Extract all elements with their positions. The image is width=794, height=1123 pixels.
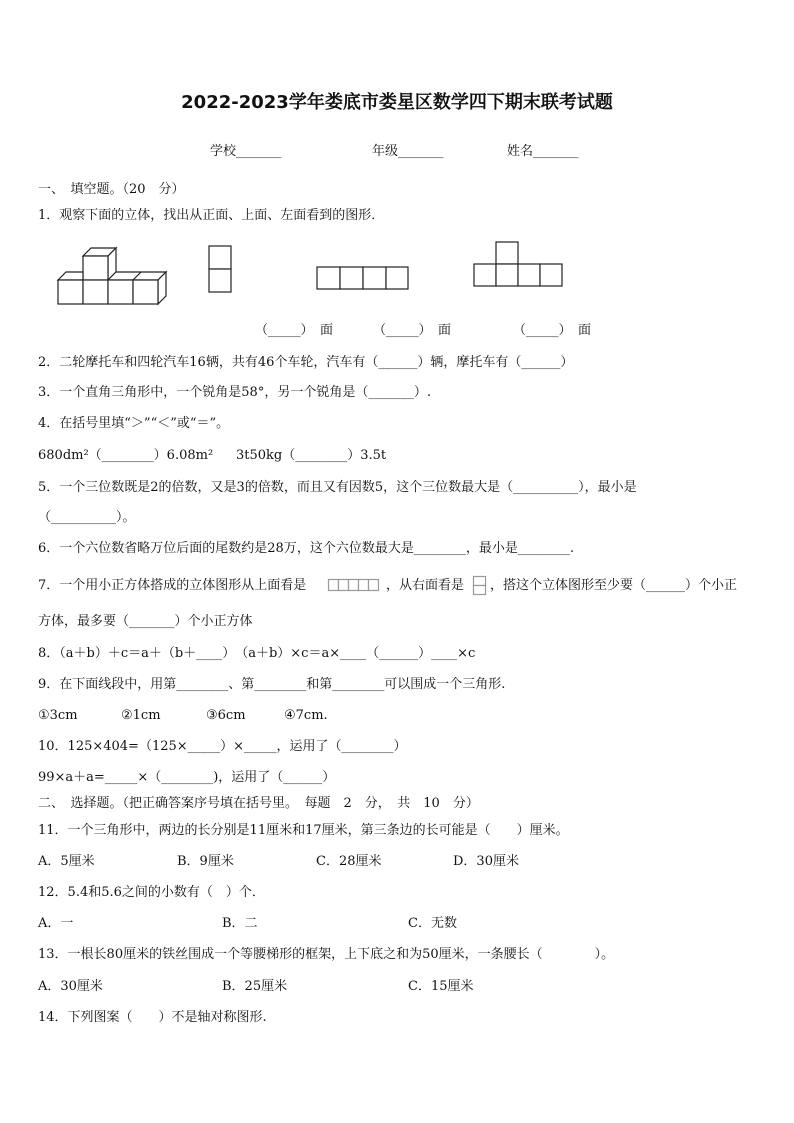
- view-figure-row: [317, 267, 408, 289]
- question-4-item-2: 3t50kg（________）3.5t: [236, 448, 387, 463]
- view-figure-t-shape: [474, 242, 562, 286]
- school-field: 学校_______: [210, 144, 282, 159]
- view-answer-3: （_____） 面: [513, 323, 592, 338]
- question-4: 4．在括号里填“＞”“＜”或“＝”。: [38, 416, 230, 431]
- question-11-option-a: A．5厘米: [38, 854, 95, 869]
- right-view-figure: [473, 576, 487, 596]
- grade-field: 年级_______: [372, 144, 444, 159]
- question-9: 9．在下面线段中，用第________、第________和第________可以围成一个三角形.: [38, 677, 506, 692]
- question-9-option-4: ④7cm.: [284, 708, 328, 723]
- question-11-option-d: D．30厘米: [453, 854, 519, 869]
- question-1: 1．观察下面的立体，找出从正面、上面、左面看到的图形．: [38, 208, 385, 223]
- question-13-option-b: B．25厘米: [222, 979, 288, 994]
- question-13-option-a: A．30厘米: [38, 979, 103, 994]
- question-6: 6．一个六位数省略万位后面的尾数约是28万，这个六位数最大是________，最小是________.: [38, 541, 574, 556]
- question-9-option-1: ①3cm: [38, 708, 78, 723]
- question-5: 5．一个三位数既是2的倍数，又是3的倍数，而且又有因数5，这个三位数最大是（__________），最小是: [38, 480, 637, 495]
- question-11: 11．一个三角形中，两边的长分别是11厘米和17厘米，第三条边的长可能是（ ）厘米。: [38, 823, 569, 838]
- question-8: 8．（a＋b）＋c＝a＋（b＋____） （a＋b）×c＝a×____（______）____×c: [38, 646, 476, 661]
- question-12: 12．5.4和5.6之间的小数有（ ）个．: [38, 885, 265, 900]
- question-10-continued: 99×a＋a=_____×（________)，运用了（______）: [38, 770, 336, 785]
- top-view-figure: [328, 579, 382, 592]
- question-9-option-3: ③6cm: [206, 708, 246, 723]
- page-title: 2022-2023学年娄底市娄星区数学四下期末联考试题: [181, 92, 613, 113]
- question-14: 14．下列图案（ ）不是轴对称图形.: [38, 1010, 267, 1025]
- question-3: 3．一个直角三角形中，一个锐角是58°，另一个锐角是（_______）.: [38, 385, 431, 400]
- question-5-continued: （__________）。: [38, 510, 136, 525]
- question-7-part-d: 方体，最多要（_______）个小正方体: [38, 614, 253, 629]
- view-figure-column: [209, 246, 231, 292]
- section-2-heading: 二、 选择题。（把正确答案序号填在括号里。 每题 2 分， 共 10 分）: [38, 796, 479, 811]
- question-4-item-1: 680dm²（________）6.08m²: [38, 448, 214, 463]
- question-9-option-2: ②1cm: [121, 708, 161, 723]
- question-2: 2．二轮摩托车和四轮汽车16辆，共有46个车轮，汽车有（______）辆，摩托车有（______）: [38, 355, 574, 370]
- question-7-part-c: ，搭这个立体图形至少要（______）个小正: [490, 578, 738, 593]
- view-answer-1: （_____） 面: [255, 323, 334, 338]
- question-12-option-c: C．无数: [408, 916, 457, 931]
- solid-top-cube: [83, 248, 116, 280]
- section-1-heading: 一、 填空题。（20 分）: [38, 182, 185, 197]
- question-7-part-b: ，从右面看是: [386, 578, 465, 593]
- view-answer-2: （_____） 面: [373, 323, 452, 338]
- question-12-option-b: B．二: [222, 916, 258, 931]
- question-11-option-c: C．28厘米: [316, 854, 382, 869]
- question-11-option-b: B．9厘米: [177, 854, 234, 869]
- question-13: 13．一根长80厘米的铁丝围成一个等腰梯形的框架，上下底之和为50厘米，一条腰长（ ）。: [38, 947, 615, 962]
- question-7-part-a: 7．一个用小正方体搭成的立体图形从上面看是: [38, 578, 307, 593]
- name-field: 姓名_______: [507, 144, 579, 159]
- question-12-option-a: A．一: [38, 916, 74, 931]
- question-10: 10．125×404=（125×_____）×_____，运用了（________）: [38, 739, 407, 754]
- question-13-option-c: C．15厘米: [408, 979, 474, 994]
